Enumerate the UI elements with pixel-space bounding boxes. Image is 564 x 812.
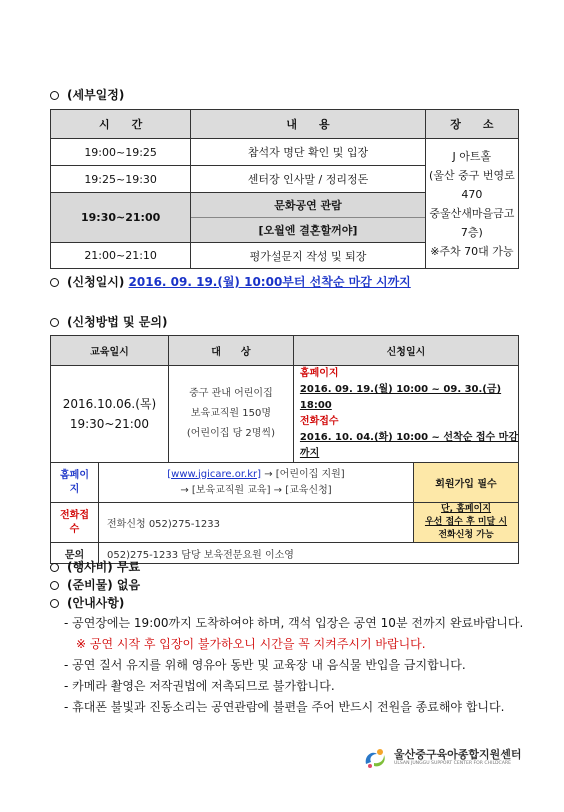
- homepage-row-label: 홈페이지: [51, 463, 99, 503]
- org-name-en: ULSAN JUNGGU SUPPORT CENTER FOR CHILDCARE: [394, 761, 511, 766]
- notice-heading: (안내사항): [50, 594, 124, 611]
- org-logo-icon: [362, 746, 390, 770]
- notice-item: - 휴대폰 불빛과 진동소리는 공연관람에 불편을 주어 반드시 전원을 종료해야 합니다.: [64, 700, 505, 714]
- circle-bullet-icon: [50, 318, 59, 327]
- edu-target: 중구 관내 어린이집 보육교직원 150명 (어린이집 당 2명씩): [168, 366, 293, 463]
- schedule-time: 19:25~19:30: [51, 166, 191, 193]
- phone-row-label: 전화접수: [51, 503, 99, 543]
- apply-periods: 홈페이지 2016. 09. 19.(월) 10:00 ~ 09. 30.(금) 18:00 전화접수 2016. 10. 04.(화) 10:00 ~ 선착순 접수 마감까지: [293, 366, 518, 463]
- schedule-table: [50, 109, 519, 269]
- apply-date-line: (신청일시) 2016. 09. 19.(월) 10:00부터 선착순 마감 시까지: [50, 273, 411, 290]
- schedule-content-sub: [오월엔 결혼할꺼야]: [191, 218, 425, 243]
- circle-bullet-icon: [50, 563, 59, 572]
- edu-datetime: 2016.10.06.(목) 19:30~21:00: [51, 366, 169, 463]
- inquiry-text: 052)275-1233 담당 보육전문요원 이소영: [99, 543, 519, 564]
- apply-date-value: 2016. 09. 19.(월) 10:00부터 선착순 마감 시까지: [128, 275, 411, 289]
- org-logo: [362, 744, 522, 774]
- schedule-time: 21:00~21:10: [51, 243, 191, 269]
- schedule-place: J 아트홀 (울산 중구 번영로 470 중울산새마을금고 7층) ※주차 70대 가능: [425, 139, 518, 269]
- circle-bullet-icon: [50, 91, 59, 100]
- method-table: [50, 335, 519, 564]
- notice-warning: ※ 공연 시작 후 입장이 불가하오니 시간을 꼭 지켜주시기 바랍니다.: [76, 637, 426, 651]
- header-time: 시 간: [51, 110, 191, 139]
- circle-bullet-icon: [50, 278, 59, 287]
- notice-item: - 공연 질서 유지를 위해 영유아 동반 및 교육장 내 음식물 반입을 금지합니다.: [64, 658, 466, 672]
- schedule-heading: (세부일정): [50, 86, 124, 103]
- fee-line: (행사비) 무료: [50, 558, 140, 575]
- schedule-content: 문화공연 관람: [191, 193, 425, 218]
- header-place: 장 소: [425, 110, 518, 139]
- schedule-row: [51, 139, 519, 166]
- phone-text: 전화신청 052)275-1233: [99, 503, 414, 543]
- circle-bullet-icon: [50, 581, 59, 590]
- schedule-time: 19:30~21:00: [51, 193, 191, 243]
- schedule-content: 센터장 인사말 / 정리정돈: [191, 166, 425, 193]
- homepage-note: 회원가입 필수: [414, 463, 519, 503]
- inquiry-label: 문의: [51, 543, 99, 564]
- org-name: 울산중구육아종합지원센터: [394, 748, 522, 761]
- phone-note: 단, 홈페이지 우선 접수 후 미달 시 전화신청 가능: [414, 503, 519, 543]
- schedule-time: 19:00~19:25: [51, 139, 191, 166]
- notice-item: - 카메라 촬영은 저작권법에 저촉되므로 불가합니다.: [64, 679, 335, 693]
- notice-item: - 공연장에는 19:00까지 도착하여야 하며, 객석 입장은 공연 10분 전까지 완료바랍니다.: [64, 616, 524, 630]
- schedule-content: 평가설문지 작성 및 퇴장: [191, 243, 425, 269]
- circle-bullet-icon: [50, 599, 59, 608]
- header-apply-date: 신청일시: [293, 336, 518, 366]
- homepage-path: [www.jgicare.or.kr] → [어린이집 지원] → [보육교직원 교육] → [교육신청]: [99, 463, 414, 503]
- header-target: 대 상: [168, 336, 293, 366]
- homepage-link[interactable]: [www.jgicare.or.kr]: [167, 468, 262, 480]
- schedule-content: 참석자 명단 확인 및 입장: [191, 139, 425, 166]
- header-edu-date: 교육일시: [51, 336, 169, 366]
- method-heading: (신청방법 및 문의): [50, 313, 167, 330]
- header-content: 내 용: [191, 110, 425, 139]
- prep-line: (준비물) 없음: [50, 576, 140, 593]
